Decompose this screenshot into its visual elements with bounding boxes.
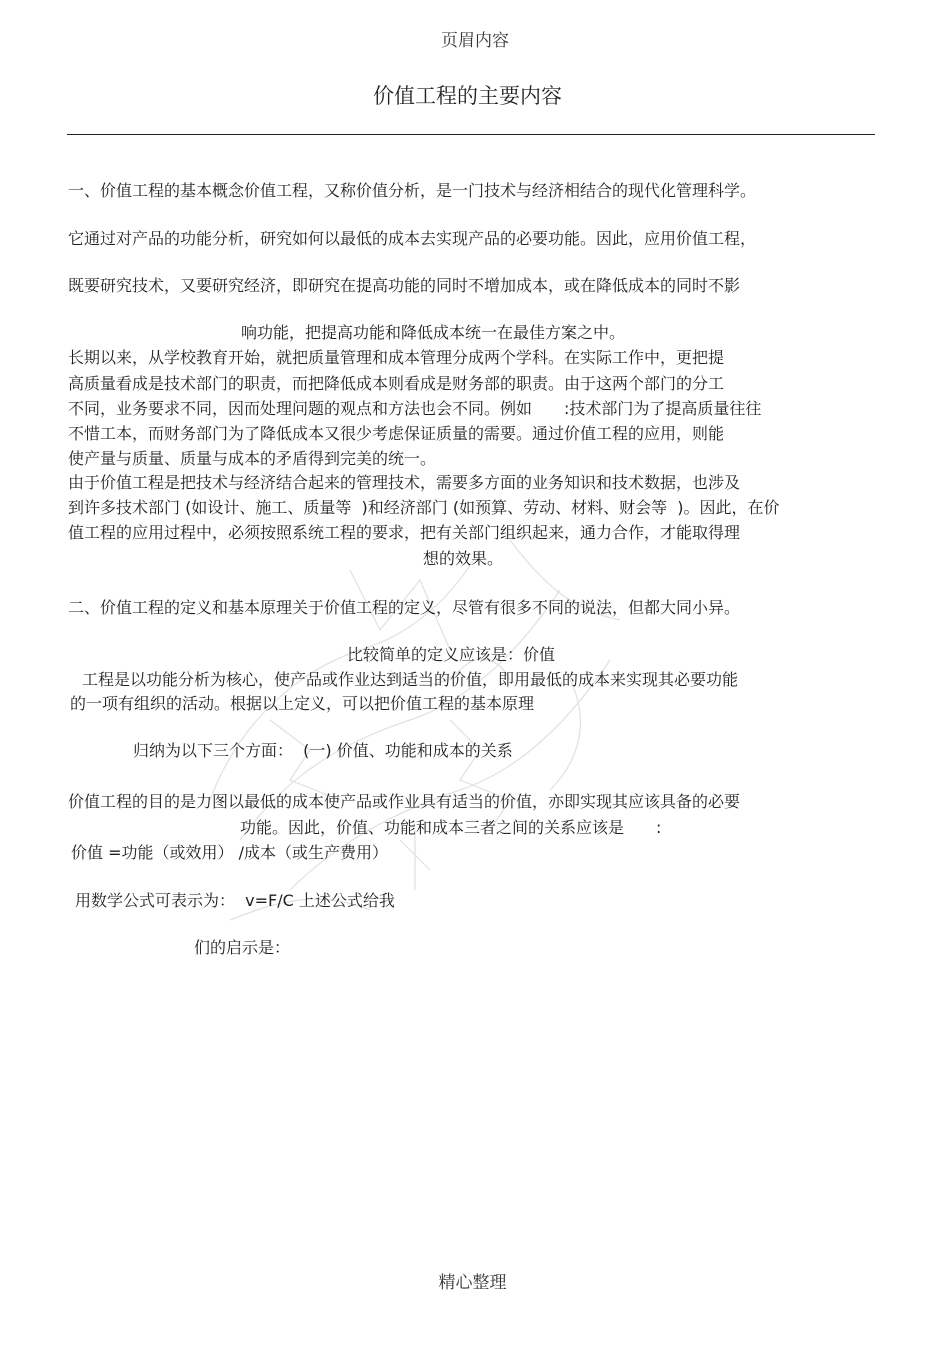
paragraph-line: 不同，业务要求不同，因而处理问题的观点和方法也会不同。例如 :技术部门为了提高质量往往	[68, 399, 762, 418]
paragraph-line: 的一项有组织的活动。根据以上定义，可以把价值工程的基本原理	[70, 694, 535, 713]
title-divider	[67, 134, 875, 135]
paragraph-line: 工程是以功能分析为核心，使产品或作业达到适当的价值，即用最低的成本来实现其必要功能	[82, 670, 739, 689]
paragraph-line: 响功能，把提高功能和降低成本统一在最佳方案之中。	[241, 323, 626, 342]
paragraph-line: 到许多技术部门 (如设计、施工、质量等 )和经济部门 (如预算、劳动、材料、财会等 )。因此，在价	[68, 498, 780, 517]
paragraph-line: 使产量与质量、质量与成本的矛盾得到完美的统一。	[68, 449, 437, 468]
page-header: 页眉内容	[441, 31, 509, 51]
paragraph-line: 价值工程的目的是力图以最低的成本使产品或作业具有适当的价值，亦即实现其应该具备的必要	[68, 792, 741, 811]
paragraph-line: 既要研究技术，又要研究经济，即研究在提高功能的同时不增加成本，或在降低成本的同时不影	[68, 276, 741, 295]
paragraph-line: 长期以来，从学校教育开始，就把质量管理和成本管理分成两个学科。在实际工作中，更把提	[68, 348, 725, 367]
paragraph-line: 由于价值工程是把技术与经济结合起来的管理技术，需要多方面的业务知识和技术数据，也涉及	[68, 473, 741, 492]
paragraph-line: 一、价值工程的基本概念价值工程，又称价值分析，是一门技术与经济相结合的现代化管理科学。	[68, 181, 757, 200]
page-footer: 精心整理	[438, 1273, 507, 1293]
paragraph-line: 想的效果。	[423, 549, 504, 568]
paragraph-line: 不惜工本，而财务部门为了降低成本又很少考虑保证质量的需要。通过价值工程的应用，则能	[68, 424, 725, 443]
paragraph-line: 用数学公式可表示为： v=F/C 上述公式给我	[75, 891, 395, 910]
paragraph-line: 高质量看成是技术部门的职责，而把降低成本则看成是财务部的职责。由于这两个部门的分工	[68, 374, 725, 393]
paragraph-line: 值工程的应用过程中，必须按照系统工程的要求，把有关部门组织起来，通力合作，才能取得理	[68, 523, 741, 542]
paragraph-line: 二、价值工程的定义和基本原理关于价值工程的定义，尽管有很多不同的说法，但都大同小异。	[68, 598, 741, 617]
paragraph-line: 归纳为以下三个方面： (一) 价值、功能和成本的关系	[133, 741, 513, 760]
paragraph-line: 功能。因此，价值、功能和成本三者之间的关系应该是 :	[240, 818, 662, 837]
formula-line: 价值 =功能（或效用） /成本（或生产费用）	[71, 843, 388, 862]
paragraph-line: 们的启示是：	[194, 938, 291, 957]
document-title: 价值工程的主要内容	[373, 84, 562, 108]
paragraph-line: 比较简单的定义应该是：价值	[347, 645, 556, 664]
paragraph-line: 它通过对产品的功能分析，研究如何以最低的成本去实现产品的必要功能。因此，应用价值工程，	[68, 229, 757, 248]
